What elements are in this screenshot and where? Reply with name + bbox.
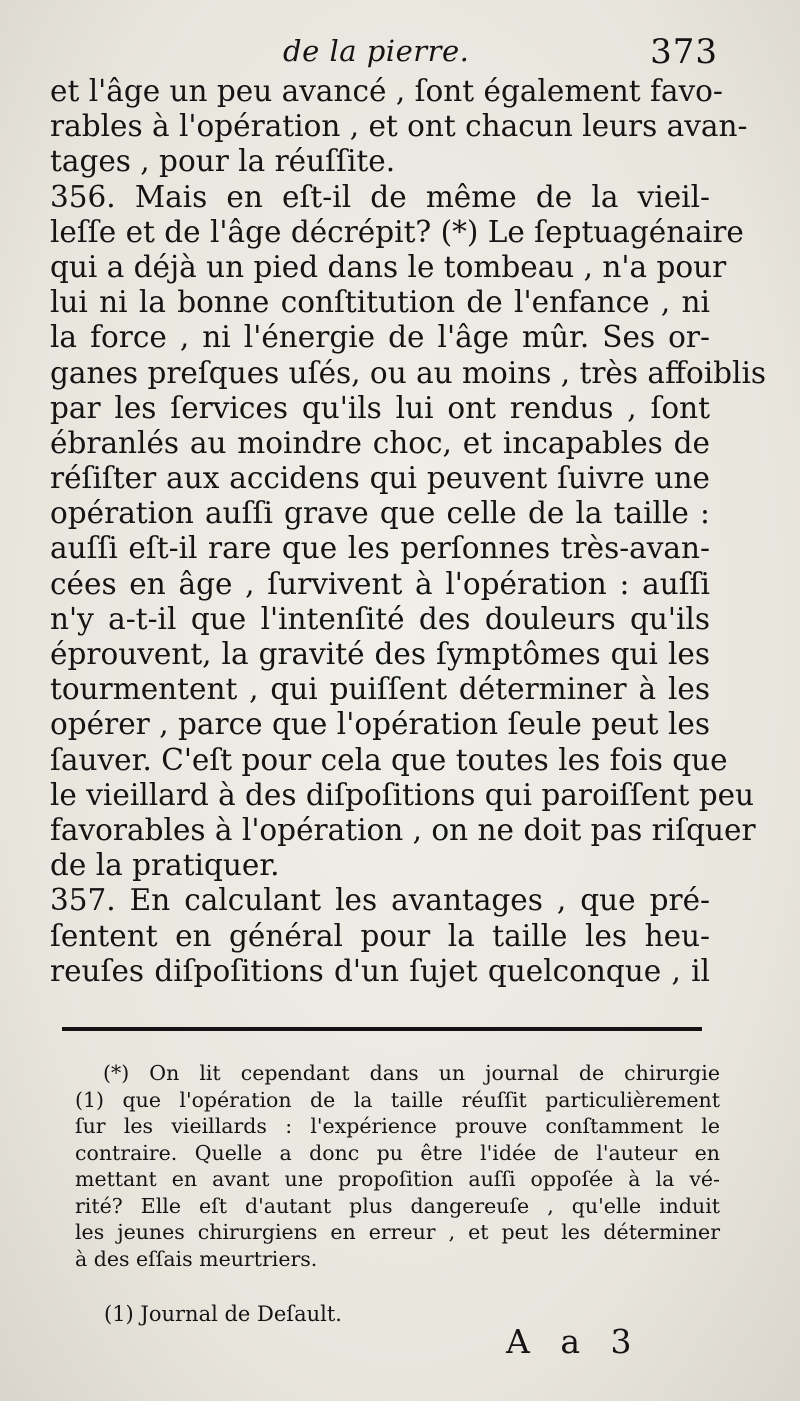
text-line: tages , pour la réuſſite. (50, 144, 396, 179)
footnote-line: rité? Elle eſt d'autant plus dangereuſe , qu'elle induit (75, 1193, 720, 1218)
text-line: n'y a-t-il que l'intenſité des douleurs qu'ils (50, 601, 710, 636)
running-title: de la pierre. (283, 34, 470, 68)
text-line: tourmentent , qui puiſſent déterminer à les (50, 672, 710, 707)
text-line: qui a déjà un pied dans le tombeau , n'a pour (50, 249, 727, 284)
text-line: ganes preſques uſés, ou au moins , très affoiblis (50, 355, 767, 390)
text-line: éprouvent, la gravité des ſymptômes qui les (50, 637, 710, 671)
footnote-line: (1) que l'opération de la taille réuſſit particulièrement (75, 1087, 720, 1112)
footnote-line: contraire. Quelle a donc pu être l'idée de l'auteur en (75, 1140, 720, 1165)
text-line: le vieillard à des diſpoſitions qui paroiſſent peu (50, 777, 755, 812)
text-line: et l'âge un peu avancé , ſont également favo- (50, 74, 723, 108)
text-line: réſiſter aux accidens qui peuvent ſuivre une (50, 461, 710, 496)
text-line: opérer , parce que l'opération ſeule peut les (50, 707, 710, 742)
text-line: lui ni la bonne conſtitution de l'enfance , ni (50, 285, 710, 320)
text-line: ſauver. C'eſt pour cela que toutes les fois que (50, 742, 728, 777)
footnote-line: les jeunes chirurgiens en erreur , et peut les déterminer (75, 1220, 720, 1244)
text-line: 357. En calculant les avantages , que pré- (50, 883, 710, 918)
text-line: auſſi eſt-il rare que les perſonnes très-avan- (50, 531, 710, 566)
text-line: rables à l'opération , et ont chacun leurs avan- (50, 109, 748, 144)
body-text (50, 74, 767, 989)
text-line: leſſe et de l'âge décrépit? (*) Le ſeptuagénaire (50, 214, 744, 249)
text-line: reuſes diſpoſitions d'un ſujet quelconque , il (50, 953, 710, 988)
text-line: cées en âge , ſurvivent à l'opération : auſſi (50, 566, 710, 601)
text-line: la force , ni l'énergie de l'âge mûr. Ses or- (50, 320, 710, 355)
signature-mark: A a 3 (506, 1322, 642, 1361)
running-head (0, 28, 800, 78)
footnote (75, 1060, 720, 1272)
page-number: 373 (650, 32, 718, 72)
footnote-line: (*) On lit cependant dans un journal de chirurgie (103, 1061, 720, 1085)
text-line: par les ſervices qu'ils lui ont rendus , ſont (50, 390, 710, 425)
text-line: ſentent en général pour la taille les heu- (50, 918, 710, 953)
text-line: de la pratiquer. (50, 848, 280, 883)
text-line: 356. Mais en eſt-il de même de la vieil- (50, 179, 710, 214)
text-line: ébranlés au moindre choc, et incapables de (50, 425, 710, 460)
footnote-line: mettant en avant une propoſition auſſi oppoſée à la vé- (75, 1167, 720, 1191)
text-line: favorables à l'opération , on ne doit pas riſquer (50, 812, 756, 847)
footnote-line: ſur les vieillards : l'expérience prouve conſtamment le (75, 1114, 720, 1138)
reference-note: (1) Journal de Deſault. (104, 1302, 342, 1326)
footnote-divider (62, 1027, 702, 1031)
footnote-line: à des eſſais meurtriers. (75, 1246, 318, 1271)
text-line: opération auſſi grave que celle de la taille : (50, 496, 710, 531)
